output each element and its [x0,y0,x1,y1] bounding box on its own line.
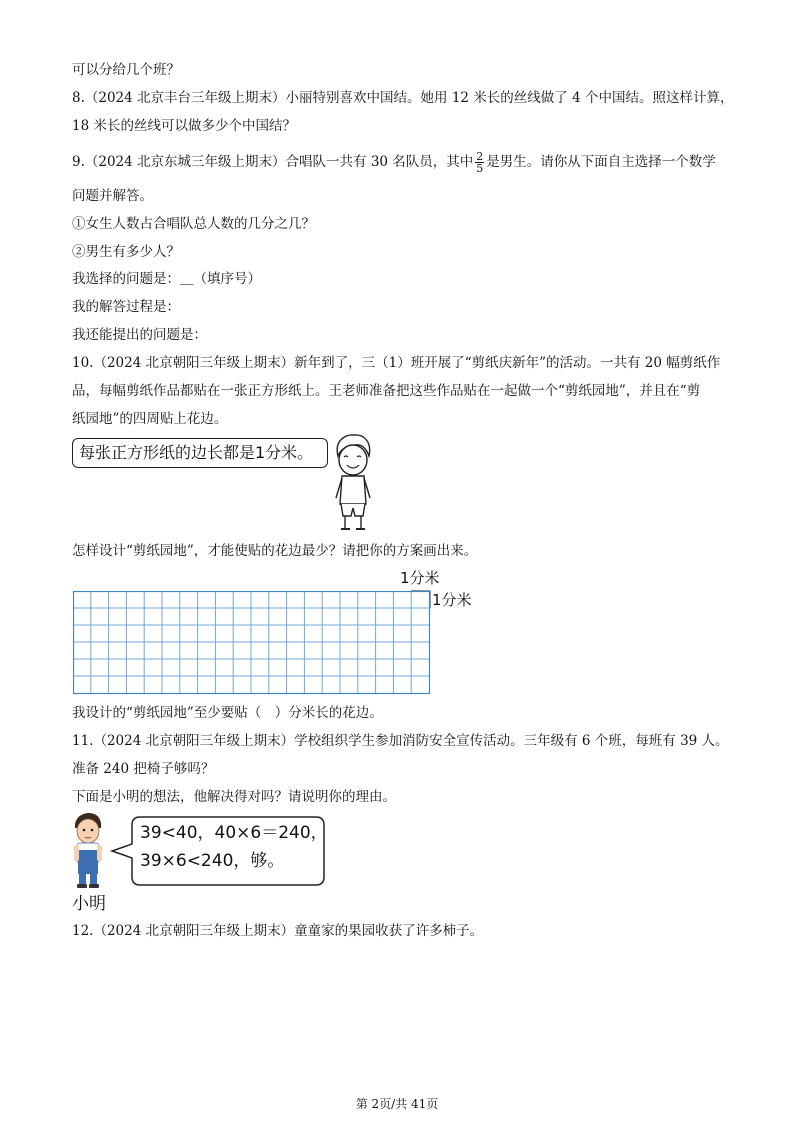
problem-10-line-3: 纸园地”的四周贴上花边。 [72,411,228,427]
grid-paper[interactable] [73,591,431,695]
fraction-denominator: 5 [476,162,484,175]
problem-9-line-2: 问题并解答。 [72,188,153,204]
bubble-line-1: 39<40，40×6＝240， [140,823,328,843]
problem-8-line-2: 18 米长的丝线可以做多少个中国结？ [72,118,296,134]
boy-illustration [328,432,378,534]
problem-9-choice: 我选择的问题是：＿（填序号） [72,271,261,287]
speech-bubble: 每张正方形纸的边长都是1分米。 [72,438,328,468]
page-footer: 第 2页/共 41页 [355,1097,439,1111]
problem-9-process: 我的解答过程是： [72,299,180,315]
xiaoming-label: 小明 [72,894,106,914]
problem-11-line-3: 下面是小明的想法，他解决得对吗？请说明你的理由。 [72,789,396,805]
problem-9-text-a: 9.（2024 北京东城三年级上期末）合唱队一共有 30 名队员，其中 [72,154,474,170]
problem-10-line-2: 品，每幅剪纸作品都贴在一张正方形纸上。王老师准备把这些作品贴在一起做一个“剪纸园地”，并且在“剪 [72,383,701,399]
problem-9-text-b: 是男生。请你从下面自主选择一个数学 [486,154,716,170]
text-line: 可以分给几个班？ [72,62,180,78]
problem-9-line-1 [72,151,716,174]
fraction-numerator: 2 [476,150,484,163]
problem-9-extra: 我还能提出的问题是： [72,327,207,343]
problem-10-question: 怎样设计“剪纸园地”，才能使贴的花边最少？请把你的方案画出来。 [72,543,478,559]
ruler-top-label: 1分米 [400,569,440,587]
problem-8-line-1: 8.（2024 北京丰台三年级上期末）小丽特别喜欢中国结。她用 12 米长的丝线做了 4 个中国结。照这样计算， [72,90,734,106]
problem-11-line-2: 准备 240 把椅子够吗？ [72,761,215,777]
problem-10-line-1: 10.（2024 北京朝阳三年级上期末）新年到了，三（1）班开展了“剪纸庆新年”的活动。一共有 20 幅剪纸作 [72,355,721,371]
problem-9-question-2: ②男生有多少人？ [72,244,180,260]
xiaoming-illustration [68,812,108,890]
problem-11-line-1: 11.（2024 北京朝阳三年级上期末）学校组织学生参加消防安全宣传活动。三年级有 6 个班，每班有 39 人。 [72,733,729,749]
problem-10-answer: 我设计的“剪纸园地”至少要贴（ ）分米长的花边。 [72,705,383,721]
ruler-side-label: 1分米 [432,591,472,609]
problem-12-line-1: 12.（2024 北京朝阳三年级上期末）童童家的果园收获了许多柿子。 [72,923,484,939]
problem-9-question-1: ①女生人数占合唱队总人数的几分之几？ [72,216,315,232]
fraction [475,151,484,174]
bubble-line-2: 39×6<240，够。 [140,851,285,871]
